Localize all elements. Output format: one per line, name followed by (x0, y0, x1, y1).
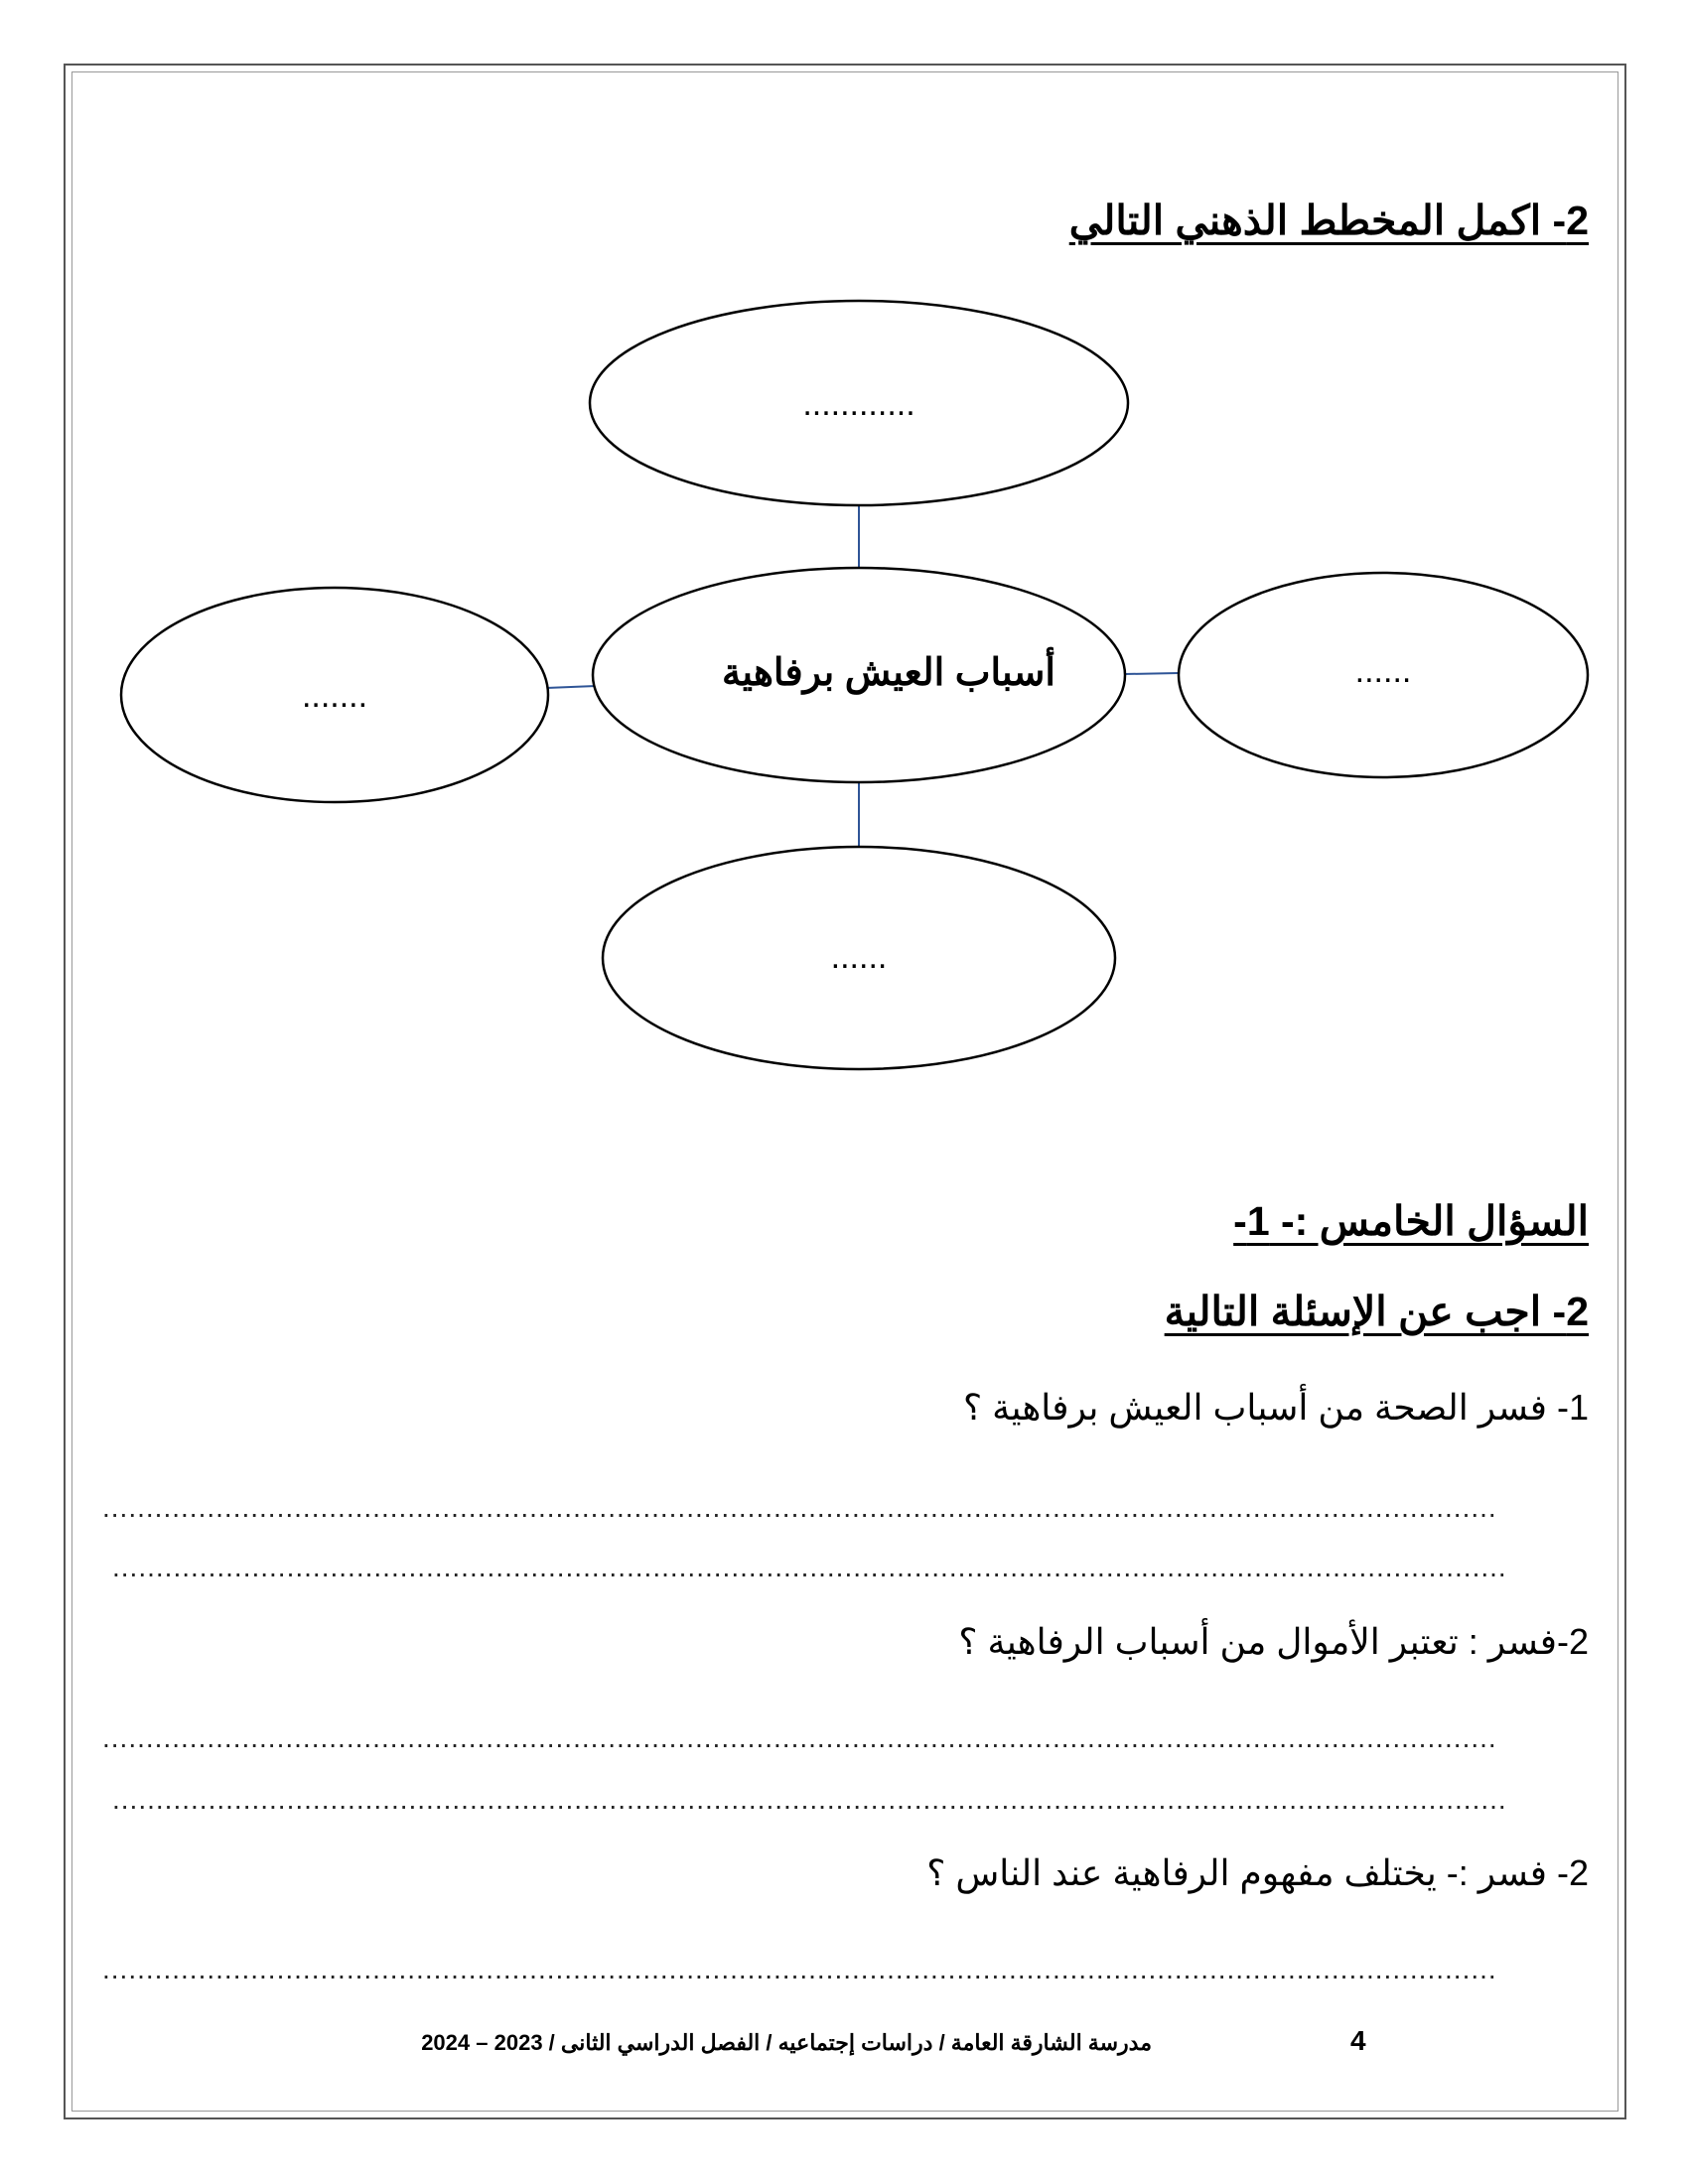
answer-line[interactable]: ................................................................................................................................................................ (112, 1784, 1507, 1815)
top-node-label: ............ (802, 385, 915, 423)
answer-line[interactable]: ................................................................................................................................................................ (112, 1552, 1507, 1582)
answer-line[interactable]: ................................................................................................................................................................ (102, 1722, 1497, 1753)
bottom-node-label: ...... (830, 938, 888, 976)
question-five-title: السؤال الخامس :- 1- (1233, 1198, 1589, 1244)
question-2: 2-فسر : تعتبر الأموال من أسباب الرفاهية ؟ (958, 1621, 1589, 1662)
question-five-subheading: 2- اجب عن الإسئلة التالية (1164, 1289, 1589, 1334)
answer-line[interactable]: ................................................................................................................................................................ (102, 1492, 1497, 1523)
page-number: 4 (1350, 2025, 1366, 2056)
answer-line[interactable]: ................................................................................................................................................................ (102, 1954, 1497, 1984)
mindmap-heading: 2- اكمل المخطط الذهني التالي (1068, 198, 1589, 243)
question-1: 1- فسر الصحة من أسباب العيش برفاهية ؟ (963, 1387, 1589, 1428)
center-node-label: أسباب العيش برفاهية (722, 652, 1055, 694)
footer-text: مدرسة الشارقة العامة / دراسات إجتماعيه / الفصل الدراسي الثانى / 2023 – 2024 (421, 2030, 1152, 2055)
left-node-label: ....... (301, 677, 368, 715)
connector-left (546, 686, 596, 688)
connector-right (1125, 673, 1179, 674)
question-3: 2- فسر :- يختلف مفهوم الرفاهية عند الناس ؟ (926, 1852, 1589, 1893)
right-node-label: ...... (1354, 652, 1412, 690)
